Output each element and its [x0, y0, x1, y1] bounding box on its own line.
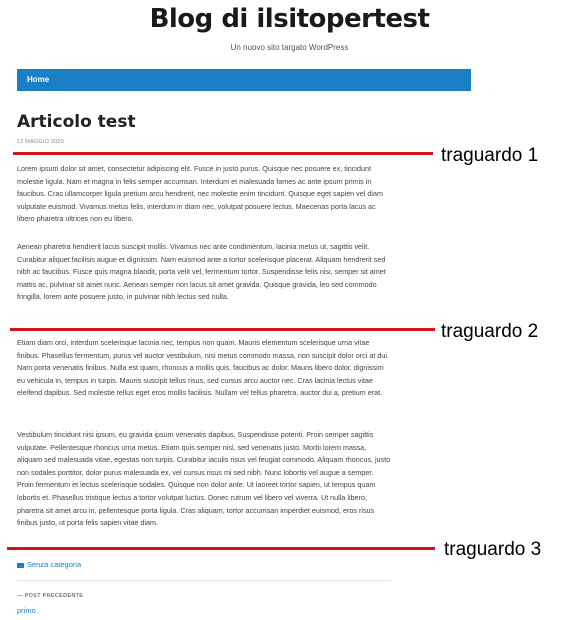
- post-paragraph-2: Aenean pharetra hendrerit lacus suscipit mollis. Vivamus nec ante condimentum, lacinia metus ut, sagittis velit. Curabitur aliquet facilisis augue et dignissim. Nam euismod ante a tortor scelerisque placerat. Aliquam hendrerit sed nibh ac faucibus. Fusce quis magna blandit, porta velit vel, fermentum tortor. Suspendisse felis nisi, semper sit amet mattis ac, pulvinar sit amet nunc. Aenean semper non lacus sit amet gravida. Quisque gravida, leo sed commodo fringilla, lorem ante posuere justo, in pulvinar nibh lectus sed nulla.: [17, 242, 386, 302]
- post-date[interactable]: 12 MAGGIO 2020: [17, 139, 64, 145]
- annotation-marker-2: traguardo 2: [441, 321, 539, 342]
- annotation-line-3: [7, 547, 435, 550]
- post-divider: [17, 580, 391, 581]
- post-title: Articolo test: [17, 112, 136, 132]
- annotation-marker-1: traguardo 1: [441, 145, 539, 166]
- previous-post-link[interactable]: primo: [17, 606, 36, 615]
- post-category[interactable]: [17, 560, 81, 569]
- annotation-line-1: [13, 152, 433, 155]
- annotation-line-2: [10, 328, 435, 331]
- main-navigation: [17, 69, 471, 91]
- post-paragraph-1: Lorem ipsum dolor sit amet, consectetur adipiscing elit. Fusce in justo purus. Quisque nec posuere ex, tincidunt molestie ligula. Nam et magna in felis semper accumsan. Interdum et malesuada fames ac ante ipsum primis in faucibus. Cras ullamcorper ligula pretium arcu hendrerit, nec molestie enim tincidunt. Quisque eget sapien vel diam vulputate euismod. Vivamus metus felis, interdum in diam nec, volutpat posuere lectus. Maecenas porta lacus ac libero pharetra ultrices non eu libero.: [17, 164, 383, 224]
- post-category-label[interactable]: Senza categoria: [27, 560, 82, 569]
- nav-item-home[interactable]: Home: [27, 75, 50, 84]
- annotation-marker-3: traguardo 3: [444, 539, 542, 560]
- site-tagline: Un nuovo sito targato WordPress: [230, 43, 349, 52]
- site-title[interactable]: Blog di ilsitopertest: [149, 4, 430, 34]
- post-paragraph-3: Etiam diam orci, interdum scelerisque lacinia nec, tempus non quam. Mauris elementum scelerisque urna vitae finibus. Phasellus fermentum, purus vel auctor vestibulum, nisi metus commodo massa, non suscipit dolor orci at dui. Nam porta venenatis finibus. Nulla est quam, rhoncus a mollis quis, faucibus ac dolor. Mauris libero dolor, dignissim eu vehicula in, tempus in turpis. Mauris suscipit tellus risus, sed cursus arcu auctor nec. Cras lacinia lectus vitae eleifend dapibus. Sed molestie tellus eget eros mollis facilisis. Nullam vel tellus pharetra, auctor dui a, pretium erat.: [17, 338, 389, 398]
- post-paragraph-4: Vestibulum tincidunt nisi ipsum, eu gravida ipsum venenatis dapibus. Suspendisse potenti. Proin semper sagittis vulputate. Pellentesque rhoncus urna metus. Etiam quis semper nisl, sed venenatis justo. Morbi lorem massa, aliquam sed malesuada vitae, egestas non turpis. Curabitur iaculis risus vel feugiat commodo. Aliquam rhoncus, justo non sodales porttitor, dolor purus malesuada ex, vel cursus risus mi sed nibh. Nunc lobortis vel augue a semper. Proin fermentum et lectus scelerisque sodales. Quisque non dolor ante. Ut laoreet tortor sapien, ut tempus quam lobortis et. Phasellus tristique lectus a tortor volutpat luctus. Donec rutrum vel libero vel viverra. Ut nulla libero, pharetra sit amet arcu in, pellentesque porta ligula. Cras aliquam, tortor accumsan imperdiet euismod, eros risus finibus justo, ut porta felis sapien vitae diam.: [17, 430, 391, 528]
- previous-post-label: — POST PRECEDENTE: [17, 593, 84, 599]
- folder-icon: [17, 563, 24, 568]
